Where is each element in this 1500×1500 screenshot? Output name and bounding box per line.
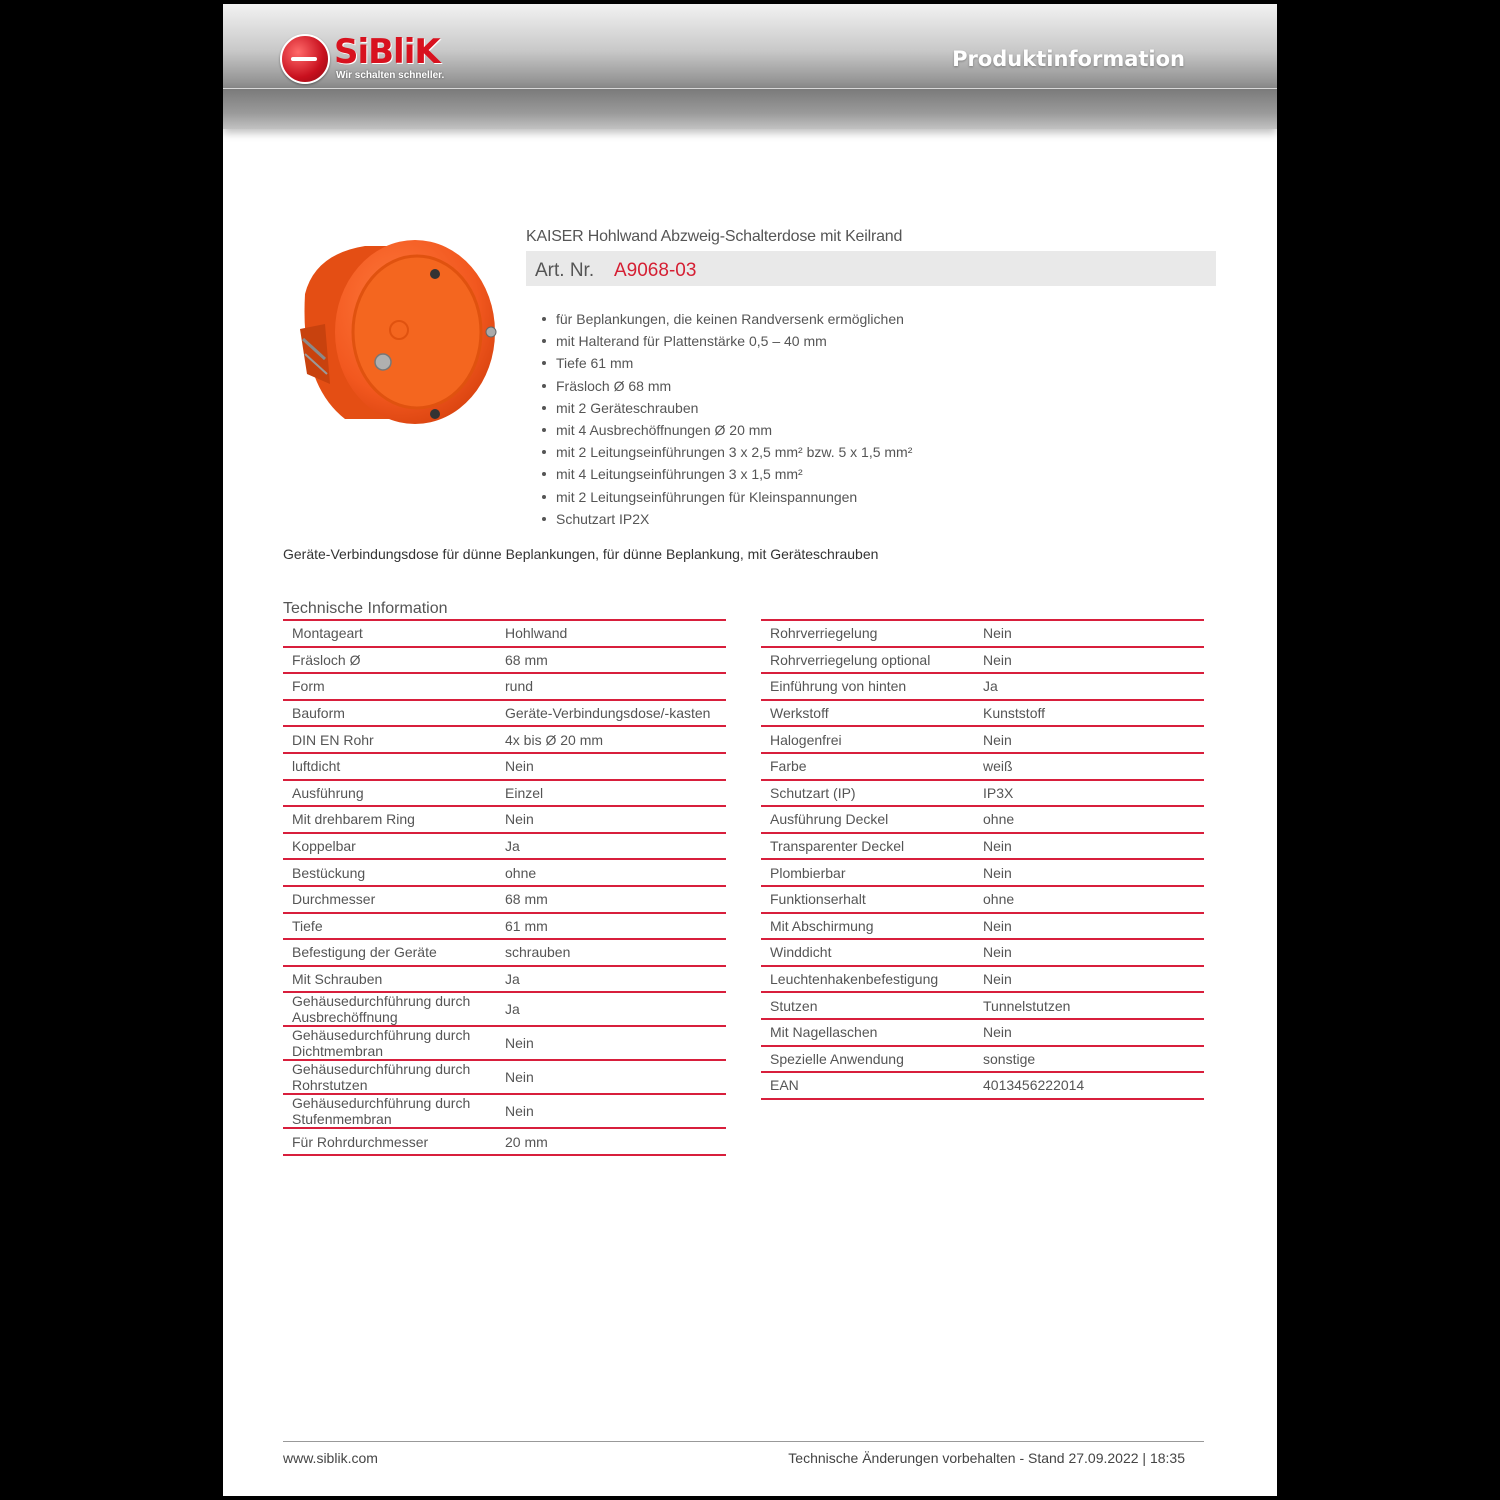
table-row — [761, 1046, 1204, 1073]
spec-key: Ausführung Deckel — [761, 806, 974, 833]
spec-value: Ja — [974, 673, 1204, 700]
spec-value: Nein — [974, 620, 1204, 647]
spec-value: Nein — [974, 913, 1204, 940]
header-band — [223, 88, 1277, 129]
spec-key: DIN EN Rohr — [283, 726, 496, 753]
spec-key: Mit Abschirmung — [761, 913, 974, 940]
logo-tagline: Wir schalten schneller. — [336, 70, 445, 81]
feature-item: mit 4 Leitungseinführungen 3 x 1,5 mm² — [538, 463, 912, 485]
spec-value: ohne — [974, 806, 1204, 833]
spec-key: Fräsloch Ø — [283, 647, 496, 674]
spec-key: Befestigung der Geräte — [283, 939, 496, 966]
table-row — [283, 647, 726, 674]
table-row — [761, 726, 1204, 753]
spec-value: ohne — [496, 859, 726, 886]
spec-key: Einführung von hinten — [761, 673, 974, 700]
spec-value: Nein — [496, 1060, 726, 1094]
spec-key: Schutzart (IP) — [761, 780, 974, 807]
feature-item: mit 2 Leitungseinführungen 3 x 2,5 mm² bzw. 5 x 1,5 mm² — [538, 441, 912, 463]
table-row — [283, 992, 726, 1026]
article-number-label: Art. Nr. — [535, 260, 595, 281]
table-row — [761, 647, 1204, 674]
table-row — [283, 1060, 726, 1094]
spec-value: 61 mm — [496, 913, 726, 940]
spec-key: Stutzen — [761, 992, 974, 1019]
table-row — [761, 780, 1204, 807]
product-title: KAISER Hohlwand Abzweig-Schalterdose mit Keilrand — [526, 228, 903, 245]
table-row — [761, 859, 1204, 886]
spec-key: Gehäusedurchführung durch Ausbrechöffnung — [283, 992, 496, 1026]
spec-value: Tunnelstutzen — [974, 992, 1204, 1019]
spec-key: Form — [283, 673, 496, 700]
spec-key: Gehäusedurchführung durch Stufenmembran — [283, 1094, 496, 1128]
spec-key: Mit Nagellaschen — [761, 1019, 974, 1046]
tech-info-heading: Technische Information — [283, 600, 448, 617]
table-row — [283, 1094, 726, 1128]
table-row — [761, 673, 1204, 700]
spec-value: weiß — [974, 753, 1204, 780]
feature-item: mit Halterand für Plattenstärke 0,5 – 40 mm — [538, 330, 912, 352]
spec-value: Kunststoff — [974, 700, 1204, 727]
article-number-value: A9068-03 — [614, 260, 697, 281]
feature-list — [538, 308, 912, 530]
table-row — [283, 673, 726, 700]
table-row — [761, 886, 1204, 913]
spec-key: Winddicht — [761, 939, 974, 966]
table-row — [283, 700, 726, 727]
footer-website-link[interactable]: www.siblik.com — [283, 1450, 378, 1466]
footer-note: Technische Änderungen vorbehalten - Stand 27.09.2022 | 18:35 — [788, 1450, 1185, 1466]
spec-key: Durchmesser — [283, 886, 496, 913]
spec-key: Bauform — [283, 700, 496, 727]
spec-value: Nein — [974, 833, 1204, 860]
spec-key: Rohrverriegelung optional — [761, 647, 974, 674]
article-number-bar — [526, 251, 1216, 286]
spec-value: 68 mm — [496, 647, 726, 674]
spec-key: Halogenfrei — [761, 726, 974, 753]
product-sheet-page — [223, 4, 1277, 1496]
table-row — [761, 753, 1204, 780]
spec-key: Mit drehbarem Ring — [283, 806, 496, 833]
feature-item: Schutzart IP2X — [538, 508, 912, 530]
header-title: Produktinformation — [952, 47, 1185, 71]
spec-key: Montageart — [283, 620, 496, 647]
spec-key: Ausführung — [283, 780, 496, 807]
table-row — [761, 992, 1204, 1019]
spec-value: ohne — [974, 886, 1204, 913]
spec-value: Geräte-Verbindungsdose/-kasten — [496, 700, 726, 727]
spec-key: Gehäusedurchführung durch Rohrstutzen — [283, 1060, 496, 1094]
product-description: Geräte-Verbindungsdose für dünne Beplankungen, für dünne Beplankung, mit Geräteschrauben — [283, 546, 879, 562]
spec-value: rund — [496, 673, 726, 700]
spec-value: 4013456222014 — [974, 1072, 1204, 1099]
table-row — [283, 726, 726, 753]
feature-item: Fräsloch Ø 68 mm — [538, 375, 912, 397]
spec-value: Nein — [974, 859, 1204, 886]
feature-item: mit 2 Leitungseinführungen für Kleinspannungen — [538, 486, 912, 508]
table-row — [761, 1072, 1204, 1099]
table-row — [761, 700, 1204, 727]
spec-value: Nein — [974, 647, 1204, 674]
siblik-logo — [280, 34, 470, 86]
footer-divider — [283, 1441, 1204, 1442]
spec-key: Funktionserhalt — [761, 886, 974, 913]
table-row — [283, 620, 726, 647]
table-row — [761, 833, 1204, 860]
table-row — [283, 966, 726, 993]
spec-value: Nein — [496, 1026, 726, 1060]
tech-spec-table-right — [761, 619, 1204, 1100]
spec-value: Nein — [496, 753, 726, 780]
table-row — [283, 833, 726, 860]
feature-item: mit 4 Ausbrechöffnungen Ø 20 mm — [538, 419, 912, 441]
product-image — [285, 234, 505, 434]
spec-value: Nein — [974, 726, 1204, 753]
spec-key: Leuchtenhakenbefestigung — [761, 966, 974, 993]
spec-value: sonstige — [974, 1046, 1204, 1073]
spec-key: Plombierbar — [761, 859, 974, 886]
spec-value: Nein — [496, 806, 726, 833]
tech-spec-table-left — [283, 619, 726, 1156]
spec-value: 68 mm — [496, 886, 726, 913]
spec-value: Hohlwand — [496, 620, 726, 647]
spec-key: Rohrverriegelung — [761, 620, 974, 647]
table-row — [283, 806, 726, 833]
spec-key: Für Rohrdurchmesser — [283, 1128, 496, 1155]
spec-key: Farbe — [761, 753, 974, 780]
spec-value: Nein — [974, 939, 1204, 966]
feature-item: mit 2 Geräteschrauben — [538, 397, 912, 419]
spec-value: 20 mm — [496, 1128, 726, 1155]
table-row — [761, 1019, 1204, 1046]
spec-value: IP3X — [974, 780, 1204, 807]
spec-key: Gehäusedurchführung durch Dichtmembran — [283, 1026, 496, 1060]
table-row — [761, 620, 1204, 647]
logo-wordmark: SiBliK — [334, 32, 440, 72]
page-header — [223, 4, 1277, 88]
table-row — [761, 913, 1204, 940]
spec-key: EAN — [761, 1072, 974, 1099]
table-row — [283, 1128, 726, 1155]
logo-emblem-icon — [280, 34, 330, 84]
spec-value: Nein — [974, 966, 1204, 993]
spec-key: Werkstoff — [761, 700, 974, 727]
feature-item: für Beplankungen, die keinen Randversenk ermöglichen — [538, 308, 912, 330]
table-row — [283, 913, 726, 940]
spec-key: Transparenter Deckel — [761, 833, 974, 860]
table-row — [283, 886, 726, 913]
spec-value: Ja — [496, 966, 726, 993]
spec-key: Spezielle Anwendung — [761, 1046, 974, 1073]
table-row — [761, 939, 1204, 966]
spec-value: schrauben — [496, 939, 726, 966]
table-row — [761, 806, 1204, 833]
spec-key: Tiefe — [283, 913, 496, 940]
spec-value: Einzel — [496, 780, 726, 807]
table-row — [283, 780, 726, 807]
spec-key: Bestückung — [283, 859, 496, 886]
spec-value: Ja — [496, 833, 726, 860]
table-row — [761, 966, 1204, 993]
spec-value: 4x bis Ø 20 mm — [496, 726, 726, 753]
spec-key: Mit Schrauben — [283, 966, 496, 993]
feature-item: Tiefe 61 mm — [538, 352, 912, 374]
spec-key: Koppelbar — [283, 833, 496, 860]
spec-value: Nein — [974, 1019, 1204, 1046]
table-row — [283, 939, 726, 966]
table-row — [283, 753, 726, 780]
spec-key: luftdicht — [283, 753, 496, 780]
spec-value: Ja — [496, 992, 726, 1026]
spec-value: Nein — [496, 1094, 726, 1128]
table-row — [283, 1026, 726, 1060]
table-row — [283, 859, 726, 886]
